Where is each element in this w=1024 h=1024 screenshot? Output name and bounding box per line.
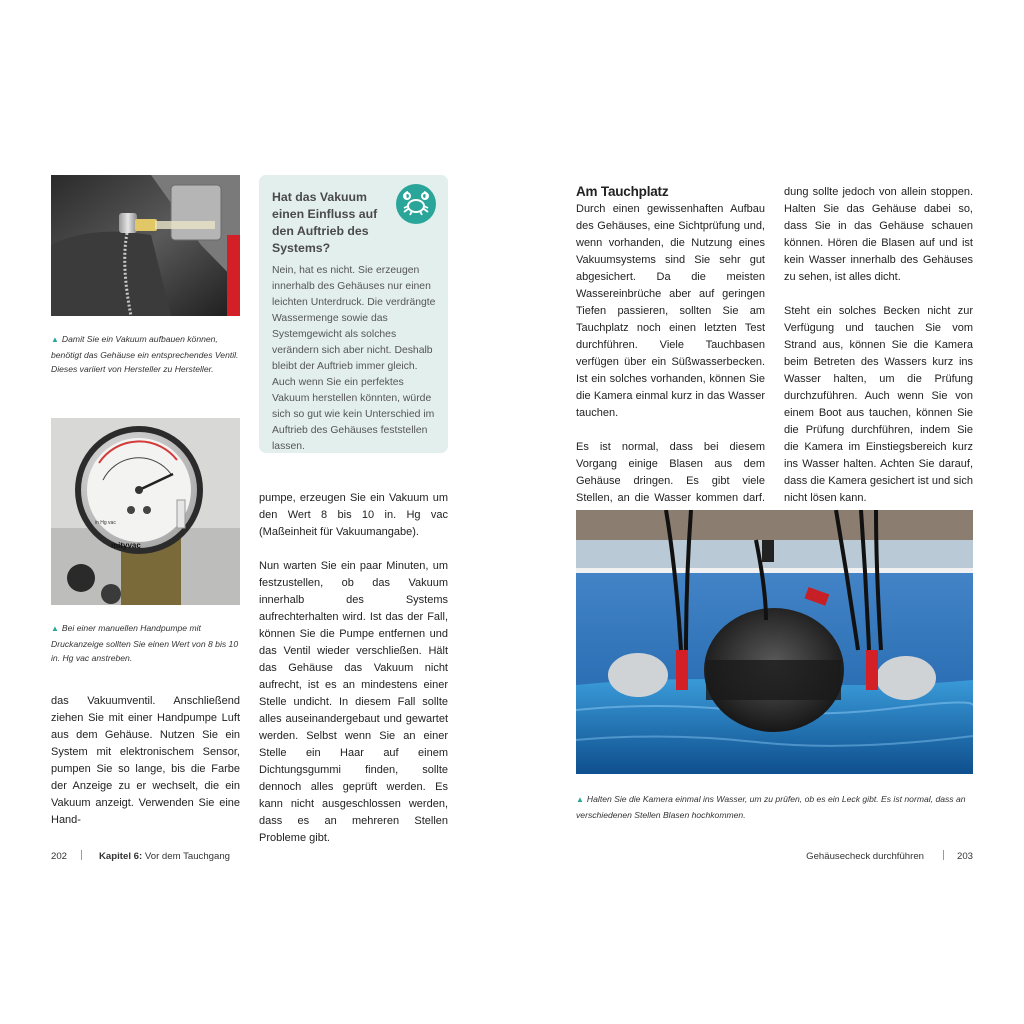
caption-marker-icon: ▲ [576,795,584,804]
caption-marker-icon: ▲ [51,624,59,633]
right-footer-section: Gehäusecheck durchführen [806,851,924,862]
footer-separator [943,850,944,860]
left-col1-text: das Vakuumventil. Anschließend ziehen Sie mit einer Handpumpe Luft aus dem Gehäuse. Nutzen Sie ein System mit elektronischem Sensor, pumpen Sie so lange, bis die Farbe der Anzeige zu er wechselt, die ein Vakuum anzeigt. Verwenden Sie eine Hand- [51,695,240,826]
right-page-number: 203 [956,851,973,862]
crab-icon [396,184,436,224]
photo-camera-in-pool [576,510,973,774]
right-col1-text [576,201,765,524]
left-col2-text [259,490,448,847]
gauge-brand-label: mityvac [111,541,141,550]
footer-separator [81,850,82,860]
infobox-text: Nein, hat es nicht. Sie erzeugen innerhalb des Gehäuses nur einen leichten Unterdruck. Die verdrängte Wassermenge sowie das Systemgewicht als solches verändern sich aber nicht. Deshalb bleibt der Auftrieb immer gleich. Auch wenn Sie ein perfektes Vakuum herstellen könnten, würde sich so gut wie kein Unterschied im Auftrieb des Gehäuses feststellen lassen. [272,265,436,452]
infobox-title: Hat das Vakuum einen Einfluss auf den Auftrieb des Systems? [272,190,378,255]
left-col2-paragraph: Nun warten Sie ein paar Minuten, um festzustellen, ob das Vakuum innerhalb des Systems aufrechterhalten wird. Ist das der Fall, können Sie die Pumpe entfernen und das Ventil wieder verschließen. Hält das Gehäuse das Vakuum nicht aufrecht, ist es an mindestens einer Stelle undicht. In diesem Fall sollte alles auseinandergebaut und gewartet werden. Selbst wenn Sie an einer Stelle ein Haar auf einem Dichtungsgummi finden, sollte dennoch alles geprüft werden. Es kann nicht ausgeschlossen werden, dass es an mehreren Stellen Probleme gibt. [259,560,448,844]
photo2-caption: ▲ Bei einer manuellen Handpumpe mit Druckanzeige sollten Sie einen Wert von 8 bis 10 in. Hg vac anstreben. [51,623,239,663]
right-col2-paragraph: Steht ein solches Becken nicht zur Verfügung und tauchen Sie vom Strand aus, können Sie die Kamera beim Betreten des Wassers kurz ins Wasser halten, um die Prüfung durchzuführen. Auch wenn Sie von einem Boot aus tauchen, können Sie die Prüfung durchführen, indem Sie die Kamera im Einstiegsbereich kurz ins Wasser halten. Achten Sie darauf, dass die Kamera gesichert ist und sich nicht lösen kann. [784,305,973,504]
pool-photo-caption: ▲ Halten Sie die Kamera einmal ins Wasser, um zu prüfen, ob es ein Leck gibt. Es ist normal, dass an verschiedenen Stellen Blasen hochkommen. [576,794,966,820]
caption-marker-icon: ▲ [51,335,59,344]
photo-vacuum-valve [51,175,240,316]
right-col2-paragraph: dung sollte jedoch von allein stoppen. Halten Sie das Gehäuse dabei so, dass Sie in das Gehäuse schauen können. Hören die Blasen auf und ist kein Wasser innerhalb des Gehäuses zu sehen, ist alles dicht. [784,186,973,283]
photo1-caption: ▲ Damit Sie ein Vakuum aufbauen können, benötigt das Gehäuse ein entsprechendes Ventil. Dieses variiert von Hersteller zu Hersteller. [51,334,239,374]
photo-pressure-gauge [51,418,240,605]
section-heading: Am Tauchplatz [576,184,669,199]
right-col2-text [784,184,973,507]
left-page-number: 202 [51,851,68,862]
gauge-unit-label: in Hg vac [95,520,116,526]
left-footer-chapter: Kapitel 6: Vor dem Tauchgang [99,851,231,862]
left-col2-paragraph: pumpe, erzeugen Sie ein Vakuum um den Wert 8 bis 10 in. Hg vac (Maßeinheit für Vakuumangabe). [259,492,448,538]
right-col1-paragraph: Durch einen gewissenhaften Aufbau des Gehäuses, eine Sichtprüfung und, wenn vorhanden, die Nutzung eines Vakuumsystems sind Sie sehr gut abgesichert. Da die meisten Wassereinbrüche aber auf geringen Tiefen passieren, sollten Sie am Tauchplatz noch einen letzten Test durchführen. Viele Tauchbasen verfügen über ein Süßwasserbecken. Ist ein solches vorhanden, können Sie die Kamera einmal kurz in das Wasser tauchen. [576,203,765,419]
right-col1-paragraph: Es ist normal, dass bei diesem Vorgang einige Blasen aus dem Gehäuse dringen. Es gibt viele Stellen, an die Wasser kommen darf. [576,441,765,504]
infobox [259,175,448,453]
